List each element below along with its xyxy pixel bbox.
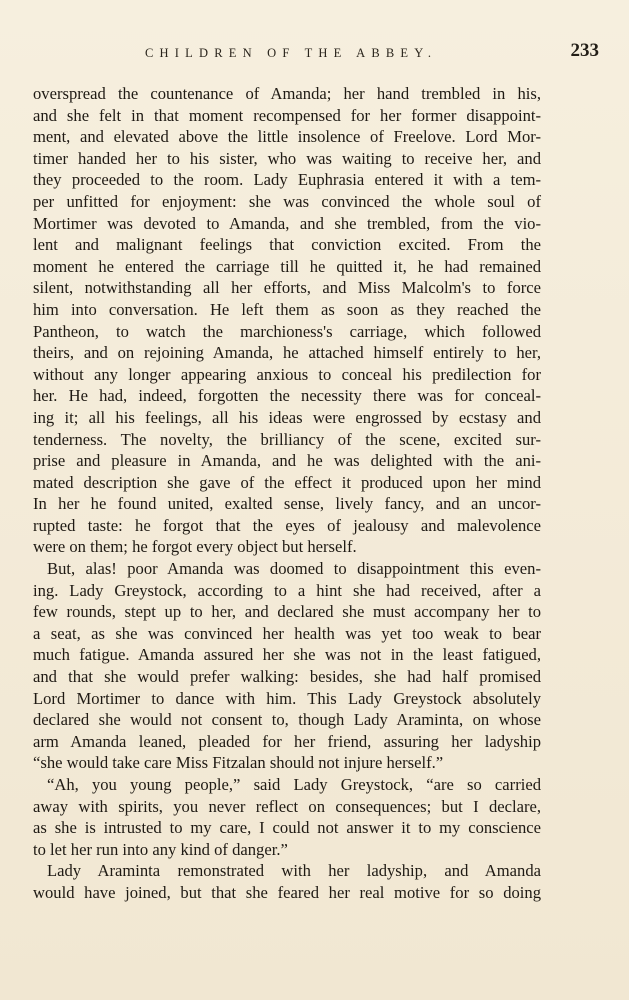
- text-line: “Ah, you young people,” said Lady Greystock, “are so carried: [47, 775, 541, 794]
- text-line: they proceeded to the room. Lady Euphrasia entered it with a tem-: [33, 170, 541, 190]
- text-line: her. He had, indeed, forgotten the necessity there was for conceal-: [33, 386, 541, 406]
- text-line: Lord Mortimer to dance with him. This Lady Greystock absolutely: [33, 688, 541, 708]
- text-line: Pantheon, to watch the marchioness's carriage, which followed: [33, 321, 541, 341]
- text-line: as she is intrusted to my care, I could not answer it to my conscience: [33, 818, 541, 838]
- text-line: few rounds, stept up to her, and declared she must accompany her to: [33, 602, 541, 622]
- text-line: “she would take care Miss Fitzalan should not injure herself.”: [33, 753, 444, 773]
- text-line: timer handed her to his sister, who was waiting to receive her, and: [33, 148, 541, 168]
- text-line: arm Amanda leaned, pleaded for her friend, assuring her ladyship: [33, 731, 541, 751]
- text-line: ment, and elevated above the little insolence of Freelove. Lord Mor-: [33, 127, 541, 147]
- text-line: ing. Lady Greystock, according to a hint she had received, after a: [33, 580, 541, 600]
- text-line: In her he found united, exalted sense, lively fancy, and an uncor-: [33, 494, 541, 514]
- text-line: lent and malignant feelings that conviction excited. From the: [33, 235, 541, 255]
- text-line: ing it; all his feelings, all his ideas were engrossed by ecstasy and: [33, 407, 541, 427]
- text-line: Lady Araminta remonstrated with her ladyship, and Amanda: [47, 861, 541, 881]
- text-line: and that she would prefer walking: besides, she had half promised: [33, 667, 541, 687]
- text-line: him into conversation. He left them as soon as they reached the: [33, 299, 541, 319]
- text-line: declared she would not consent to, though Lady Araminta, on whose: [33, 710, 541, 730]
- text-line: a seat, as she was convinced her health was yet too weak to bear: [33, 623, 541, 643]
- text-line: rupted taste: he forgot that the eyes of jealousy and malevolence: [33, 515, 541, 535]
- text-line: much fatigue. Amanda assured her she was not in the least fatigued,: [33, 645, 541, 665]
- running-head: [0, 40, 629, 64]
- text-line: moment he entered the carriage till he quitted it, he had remained: [33, 256, 541, 276]
- text-line: mated description she gave of the effect it produced upon her mind: [33, 472, 541, 492]
- text-line: would have joined, but that she feared her real motive for so doing: [33, 882, 541, 902]
- text-line: But, alas! poor Amanda was doomed to disappointment this even-: [47, 559, 541, 579]
- text-line: Mortimer was devoted to Amanda, and she trembled, from the vio-: [33, 213, 541, 233]
- text-line: were on them; he forgot every object but herself.: [33, 537, 357, 557]
- text-line: to let her run into any kind of danger.”: [33, 839, 288, 859]
- text-line: tenderness. The novelty, the brilliancy of the scene, excited sur-: [33, 429, 541, 449]
- text-line: per unfitted for enjoyment: she was convinced the whole soul of: [33, 191, 541, 211]
- text-line: overspread the countenance of Amanda; her hand trembled in his,: [33, 84, 541, 103]
- text-line: silent, notwithstanding all her efforts, and Miss Malcolm's to force: [33, 278, 541, 298]
- body-text: [33, 83, 541, 904]
- text-line: without any longer appearing anxious to conceal his predilection for: [33, 364, 541, 384]
- text-line: away with spirits, you never reflect on consequences; but I declare,: [33, 796, 541, 816]
- text-line: prise and pleasure in Amanda, and he was delighted with the ani-: [33, 451, 541, 471]
- running-title: CHILDREN OF THE ABBEY.: [145, 46, 438, 60]
- text-line: and she felt in that moment recompensed for her former disappoint-: [33, 105, 541, 125]
- page-number: 233: [570, 40, 599, 61]
- text-line: theirs, and on rejoining Amanda, he attached himself entirely to her,: [33, 343, 541, 363]
